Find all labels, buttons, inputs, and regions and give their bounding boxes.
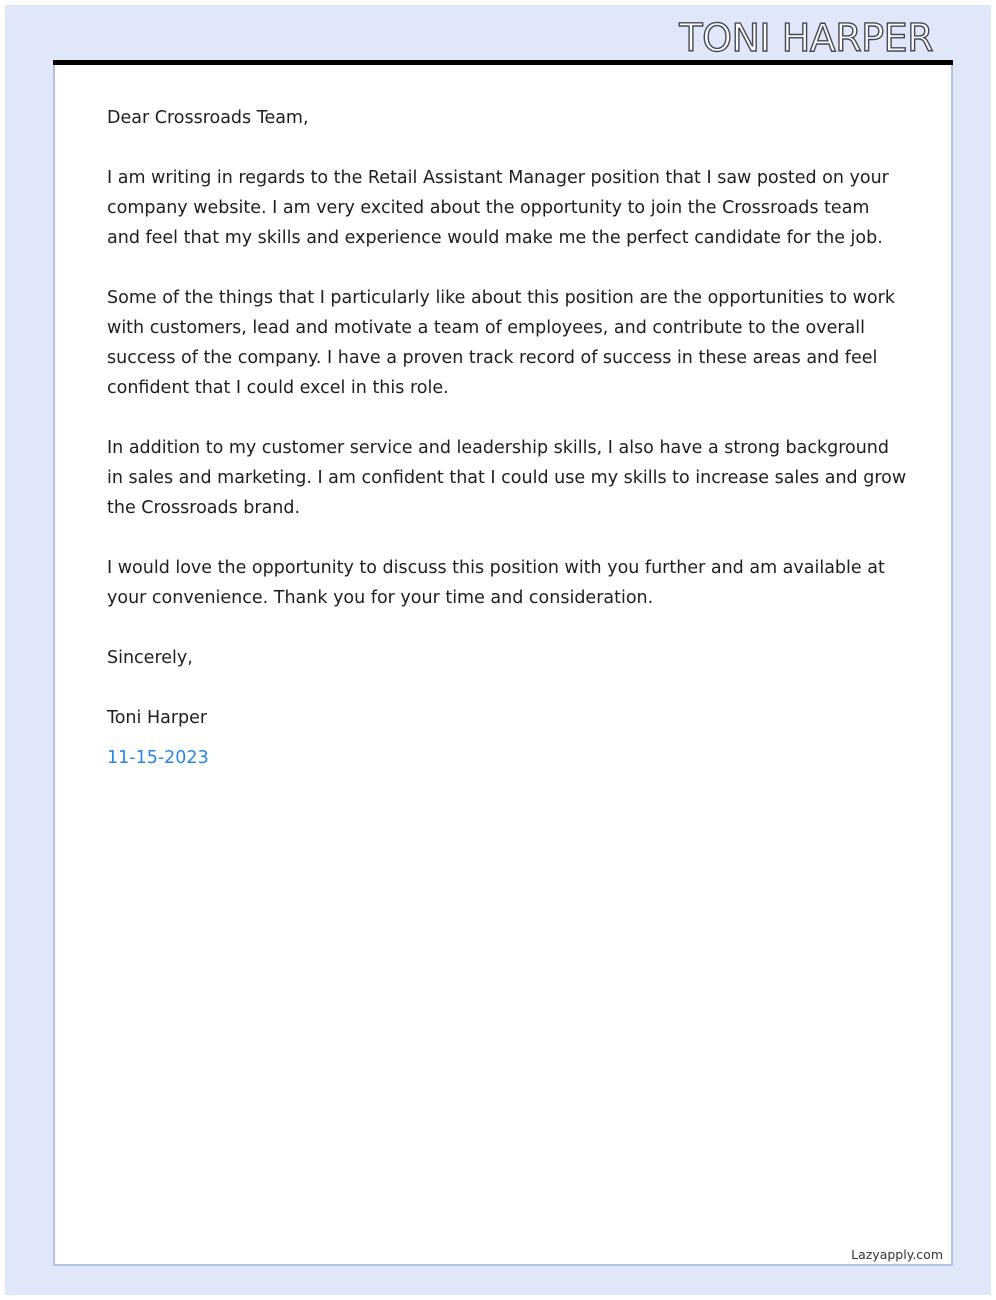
document-background (5, 5, 991, 1295)
letter-paragraph-4: I would love the opportunity to discuss this position with you further and am available at your convenience. Thank you for your time and consideration. (107, 558, 885, 608)
letter-date: 11-15-2023 (107, 748, 209, 768)
letter-paragraph-2: Some of the things that I particularly like about this position are the opportunities to work with customers, lead and motivate a team of employees, and contribute to the overall success of the company. I have a proven track record of success in these areas and feel confident that I could excel in this role. (107, 288, 895, 398)
letter-body (107, 103, 907, 773)
letter-signature: Toni Harper (107, 708, 208, 728)
letter-closing: Sincerely, (107, 648, 193, 668)
letter-page (53, 65, 953, 1266)
header-name: TONI HARPER (679, 16, 933, 60)
letter-greeting: Dear Crossroads Team, (107, 108, 309, 128)
letter-paragraph-1: I am writing in regards to the Retail Assistant Manager position that I saw posted on your company website. I am very excited about the opportunity to join the Crossroads team and feel that my skills and experience would make me the perfect candidate for the job. (107, 168, 889, 248)
letter-paragraph-3: In addition to my customer service and leadership skills, I also have a strong background in sales and marketing. I am confident that I could use my skills to increase sales and grow the Crossroads brand. (107, 438, 907, 518)
footer-watermark: Lazyapply.com (851, 1247, 943, 1262)
